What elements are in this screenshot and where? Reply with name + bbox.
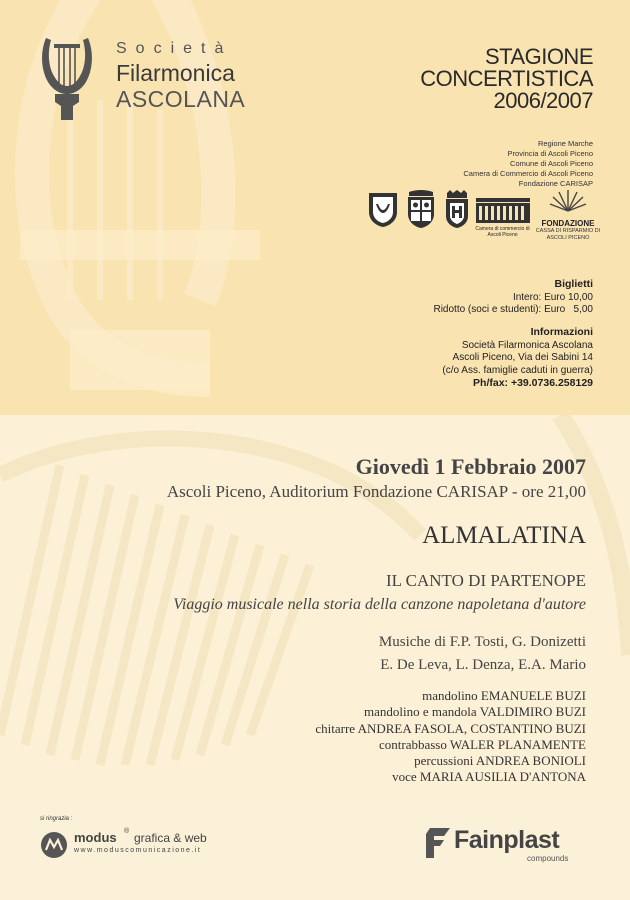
comune-crest-icon (444, 190, 470, 230)
modus-url: www.moduscomunicazione.it (74, 847, 202, 854)
contact-org: Società Filarmonica Ascolana (461, 339, 593, 351)
header-section (0, 0, 630, 415)
event-venue: Ascoli Piceno, Auditorium Fondazione CARISAP - ore 21,00 (166, 482, 586, 501)
performer-item: percussioni ANDREA BONIOLI (414, 753, 586, 769)
music-line: E. De Leva, L. Denza, E.A. Mario (380, 657, 586, 673)
fondazione-title: FONDAZIONE (541, 219, 595, 228)
event-title: ALMALATINA (422, 522, 586, 549)
modus-name: modus (74, 830, 117, 845)
season-line-1: STAGIONE (484, 44, 593, 69)
season-line-2: CONCERTISTICA (420, 66, 593, 91)
society-city: ASCOLANA (116, 86, 246, 112)
contact-block (442, 326, 593, 391)
modus-sponsor (40, 828, 230, 862)
performers-list (315, 688, 586, 786)
camera-building-icon (475, 196, 531, 224)
contact-heading: Informazioni (530, 326, 593, 338)
modus-registered: ® (124, 828, 130, 835)
tickets-heading: Biglietti (554, 278, 593, 290)
fainplast-sponsor (424, 826, 594, 866)
society-word: Società (116, 40, 233, 57)
music-credits (379, 631, 586, 677)
fainplast-name: Fainplast (454, 826, 560, 854)
fondazione-subtitle: CASSA DI RISPARMIO DI ASCOLI PICENO (535, 228, 601, 241)
sponsor-item: Regione Marche (537, 139, 593, 148)
fainplast-logo-icon (424, 826, 452, 860)
sponsor-item: Comune di Ascoli Piceno (510, 159, 593, 168)
fondazione-shell-icon (548, 190, 588, 212)
modus-logo-icon (40, 831, 68, 859)
performer-item: chitarre ANDREA FASOLA, COSTANTINO BUZI (315, 720, 586, 736)
event-date: Giovedì 1 Febbraio 2007 (355, 454, 586, 479)
sponsor-list (463, 139, 593, 189)
event-tagline: Viaggio musicale nella storia della canzone napoletana d'autore (173, 596, 586, 613)
contact-address: Ascoli Piceno, Via dei Sabini 14 (452, 352, 593, 363)
performer-item: voce MARIA AUSILIA D'ANTONA (392, 769, 586, 785)
fondazione-logo (533, 190, 603, 242)
lyre-icon (38, 36, 96, 122)
contact-note: (c/o Ass. famiglie caduti in guerra) (442, 364, 593, 376)
season-years: 2006/2007 (493, 88, 593, 113)
performer-item: mandolino e mandola VALDIMIRO BUZI (364, 704, 586, 720)
fainplast-subtitle: compounds (527, 854, 569, 863)
season-title (420, 46, 593, 112)
society-name: Filarmonica (116, 60, 235, 86)
camera-label: Camera di commercio di Ascoli Piceno (475, 226, 530, 238)
performer-item: contrabbasso WALER PLANAMENTE (378, 736, 586, 752)
regione-crest-icon (368, 192, 398, 228)
sponsor-item: Provincia di Ascoli Piceno (507, 149, 593, 158)
tickets-block (433, 278, 593, 317)
performer-item: mandolino EMANUELE BUZI (422, 688, 586, 703)
modus-tagline: grafica & web (134, 831, 207, 845)
thanks-label: si ringrazia : (40, 816, 73, 822)
provincia-crest-icon (405, 190, 437, 230)
event-subtitle: IL CANTO DI PARTENOPE (386, 571, 586, 590)
ticket-full-price: Intero: Euro 10,00 (512, 291, 593, 303)
sponsor-item: Fondazione CARISAP (518, 179, 593, 188)
contact-phone: Ph/fax: +39.0736.258129 (473, 377, 593, 389)
music-line: Musiche di F.P. Tosti, G. Donizetti (378, 634, 586, 650)
sponsor-item: Camera di Commercio di Ascoli Piceno (463, 169, 593, 178)
ticket-reduced-price: Ridotto (soci e studenti): Euro 5,00 (433, 304, 593, 315)
